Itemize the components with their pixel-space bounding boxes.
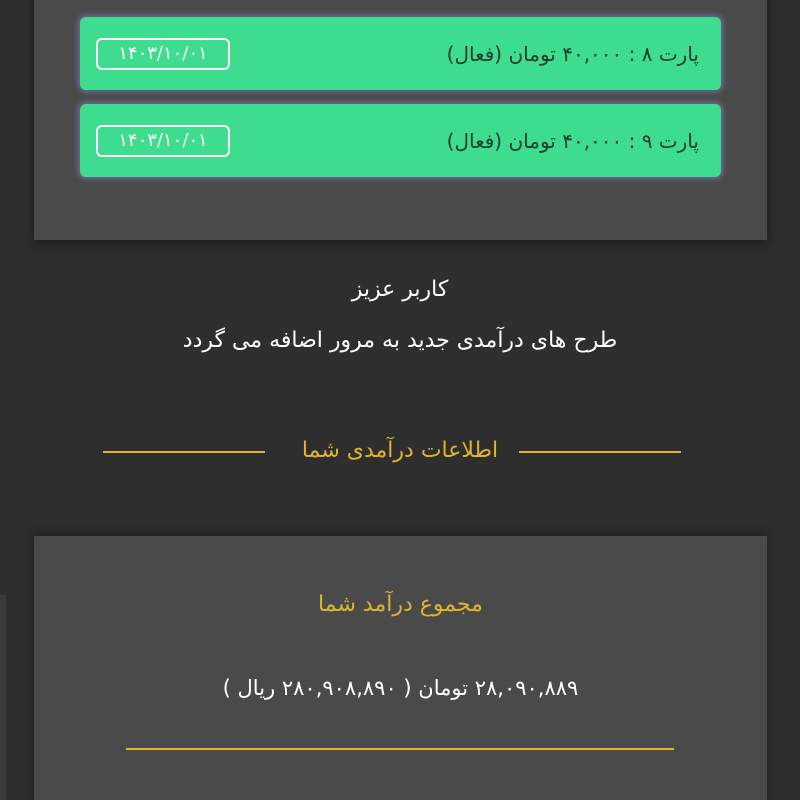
notice-greeting: کاربر عزیز xyxy=(351,277,449,302)
plan-item-9[interactable] xyxy=(80,104,721,177)
notice-message: طرح های درآمدی جدید به مرور اضافه می گردد xyxy=(182,328,618,353)
plan-date-badge: ۱۴۰۳/۱۰/۰۱ xyxy=(96,38,230,70)
total-income-label: مجموع درآمد شما xyxy=(318,592,483,617)
plan-date-badge: ۱۴۰۳/۱۰/۰۱ xyxy=(96,125,230,157)
summary-divider xyxy=(126,748,674,750)
plan-item-8[interactable] xyxy=(80,17,721,90)
plan-label: پارت ۸ : ۴۰,۰۰۰ تومان (فعال) xyxy=(446,41,699,66)
income-summary-card xyxy=(34,536,767,800)
plan-label: پارت ۹ : ۴۰,۰۰۰ تومان (فعال) xyxy=(446,128,699,153)
income-section-header xyxy=(0,432,800,472)
total-income-amount: ۲۸,۰۹۰,۸۸۹ تومان ( ۲۸۰,۹۰۸,۸۹۰ ریال ) xyxy=(222,676,579,700)
income-section-title: اطلاعات درآمدی شما xyxy=(301,438,499,463)
side-edge-handle xyxy=(0,595,6,800)
